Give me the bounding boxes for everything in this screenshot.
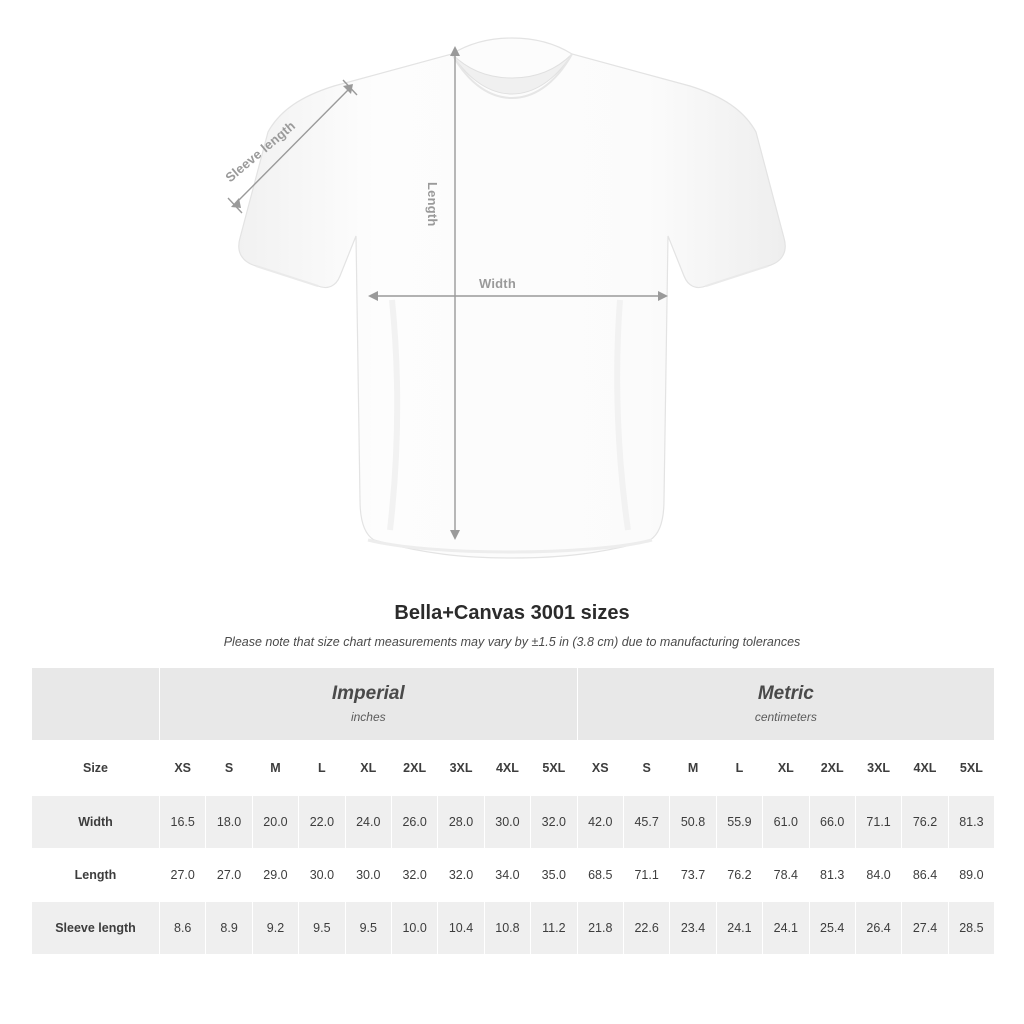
- size-header-imperial-m: M: [252, 741, 298, 796]
- size-header-imperial-l: L: [299, 741, 345, 796]
- cell-sleeve-metric-s: 22.6: [623, 902, 669, 955]
- cell-length-metric-xs: 68.5: [577, 849, 623, 902]
- cell-width-metric-s: 45.7: [623, 796, 669, 849]
- row-label-length: Length: [32, 849, 160, 902]
- size-header-metric-2xl: 2XL: [809, 741, 855, 796]
- cell-width-metric-xs: 42.0: [577, 796, 623, 849]
- corner-cell: [32, 668, 160, 741]
- row-label-sleeve-length: Sleeve length: [32, 902, 160, 955]
- cell-sleeve-metric-l: 24.1: [716, 902, 762, 955]
- cell-length-imperial-xs: 27.0: [160, 849, 206, 902]
- cell-width-metric-xl: 61.0: [763, 796, 809, 849]
- cell-sleeve-metric-m: 23.4: [670, 902, 716, 955]
- cell-width-metric-l: 55.9: [716, 796, 762, 849]
- cell-sleeve-metric-xs: 21.8: [577, 902, 623, 955]
- size-header-row: [32, 741, 995, 796]
- unit-group-imperial-title: Imperial: [331, 683, 405, 705]
- size-header-metric-m: M: [670, 741, 716, 796]
- cell-sleeve-imperial-2xl: 10.0: [391, 902, 437, 955]
- cell-sleeve-metric-xl: 24.1: [763, 902, 809, 955]
- size-header-imperial-5xl: 5XL: [531, 741, 577, 796]
- size-header-metric-5xl: 5XL: [948, 741, 994, 796]
- size-header-imperial-s: S: [206, 741, 252, 796]
- cell-width-metric-m: 50.8: [670, 796, 716, 849]
- size-header-imperial-4xl: 4XL: [484, 741, 530, 796]
- cell-length-metric-xl: 78.4: [763, 849, 809, 902]
- table-row: [32, 849, 995, 902]
- unit-group-metric-sub: centimeters: [754, 709, 817, 724]
- label-sleeve-length: Sleeve length: [222, 117, 299, 185]
- cell-sleeve-imperial-xs: 8.6: [160, 902, 206, 955]
- cell-length-metric-5xl: 89.0: [948, 849, 994, 902]
- cell-sleeve-imperial-4xl: 10.8: [484, 902, 530, 955]
- size-header-metric-s: S: [623, 741, 669, 796]
- size-table-wrapper: [31, 667, 993, 955]
- cell-sleeve-metric-5xl: 28.5: [948, 902, 994, 955]
- cell-width-metric-5xl: 81.3: [948, 796, 994, 849]
- cell-length-imperial-2xl: 32.0: [391, 849, 437, 902]
- size-header-metric-l: L: [716, 741, 762, 796]
- label-length: Length: [425, 182, 440, 227]
- tolerance-note: Please note that size chart measurements may vary by ±1.5 in (3.8 cm) due to manufacturing tolerances: [223, 635, 801, 649]
- cell-width-imperial-4xl: 30.0: [484, 796, 530, 849]
- cell-width-imperial-5xl: 32.0: [531, 796, 577, 849]
- unit-group-metric-title: Metric: [757, 683, 814, 705]
- label-width: Width: [479, 276, 516, 291]
- cell-sleeve-metric-3xl: 26.4: [855, 902, 901, 955]
- cell-length-imperial-m: 29.0: [252, 849, 298, 902]
- cell-length-imperial-xl: 30.0: [345, 849, 391, 902]
- cell-sleeve-imperial-3xl: 10.4: [438, 902, 484, 955]
- cell-length-imperial-s: 27.0: [206, 849, 252, 902]
- cell-length-metric-l: 76.2: [716, 849, 762, 902]
- cell-width-imperial-2xl: 26.0: [391, 796, 437, 849]
- cell-sleeve-metric-2xl: 25.4: [809, 902, 855, 955]
- cell-width-imperial-l: 22.0: [299, 796, 345, 849]
- cell-length-metric-4xl: 86.4: [902, 849, 948, 902]
- size-table: [31, 667, 995, 955]
- cell-sleeve-imperial-m: 9.2: [252, 902, 298, 955]
- table-row: [32, 902, 995, 955]
- cell-length-imperial-3xl: 32.0: [438, 849, 484, 902]
- cell-width-metric-2xl: 66.0: [809, 796, 855, 849]
- cell-sleeve-imperial-5xl: 11.2: [531, 902, 577, 955]
- cell-sleeve-metric-4xl: 27.4: [902, 902, 948, 955]
- cell-length-imperial-l: 30.0: [299, 849, 345, 902]
- size-header-metric-xl: XL: [763, 741, 809, 796]
- cell-length-metric-2xl: 81.3: [809, 849, 855, 902]
- cell-width-imperial-xs: 16.5: [160, 796, 206, 849]
- row-label-width: Width: [32, 796, 160, 849]
- size-header-metric-xs: XS: [577, 741, 623, 796]
- unit-group-imperial: [160, 668, 578, 741]
- cell-width-metric-4xl: 76.2: [902, 796, 948, 849]
- table-row: [32, 796, 995, 849]
- size-header-label: Size: [32, 741, 160, 796]
- size-header-imperial-3xl: 3XL: [438, 741, 484, 796]
- size-header-imperial-2xl: 2XL: [391, 741, 437, 796]
- cell-sleeve-imperial-l: 9.5: [299, 902, 345, 955]
- unit-header-row: [32, 668, 995, 741]
- title-block: [0, 602, 1024, 649]
- size-header-imperial-xl: XL: [345, 741, 391, 796]
- cell-width-imperial-xl: 24.0: [345, 796, 391, 849]
- cell-width-imperial-m: 20.0: [252, 796, 298, 849]
- cell-width-imperial-3xl: 28.0: [438, 796, 484, 849]
- cell-length-metric-m: 73.7: [670, 849, 716, 902]
- cell-length-metric-s: 71.1: [623, 849, 669, 902]
- cell-length-imperial-5xl: 35.0: [531, 849, 577, 902]
- cell-sleeve-imperial-s: 8.9: [206, 902, 252, 955]
- page-title: Bella+Canvas 3001 sizes: [394, 602, 630, 624]
- size-header-imperial-xs: XS: [160, 741, 206, 796]
- cell-width-metric-3xl: 71.1: [855, 796, 901, 849]
- cell-length-imperial-4xl: 34.0: [484, 849, 530, 902]
- unit-group-metric: [577, 668, 995, 741]
- size-header-metric-4xl: 4XL: [902, 741, 948, 796]
- cell-length-metric-3xl: 84.0: [855, 849, 901, 902]
- cell-width-imperial-s: 18.0: [206, 796, 252, 849]
- size-header-metric-3xl: 3XL: [855, 741, 901, 796]
- cell-sleeve-imperial-xl: 9.5: [345, 902, 391, 955]
- unit-group-imperial-sub: inches: [350, 709, 386, 724]
